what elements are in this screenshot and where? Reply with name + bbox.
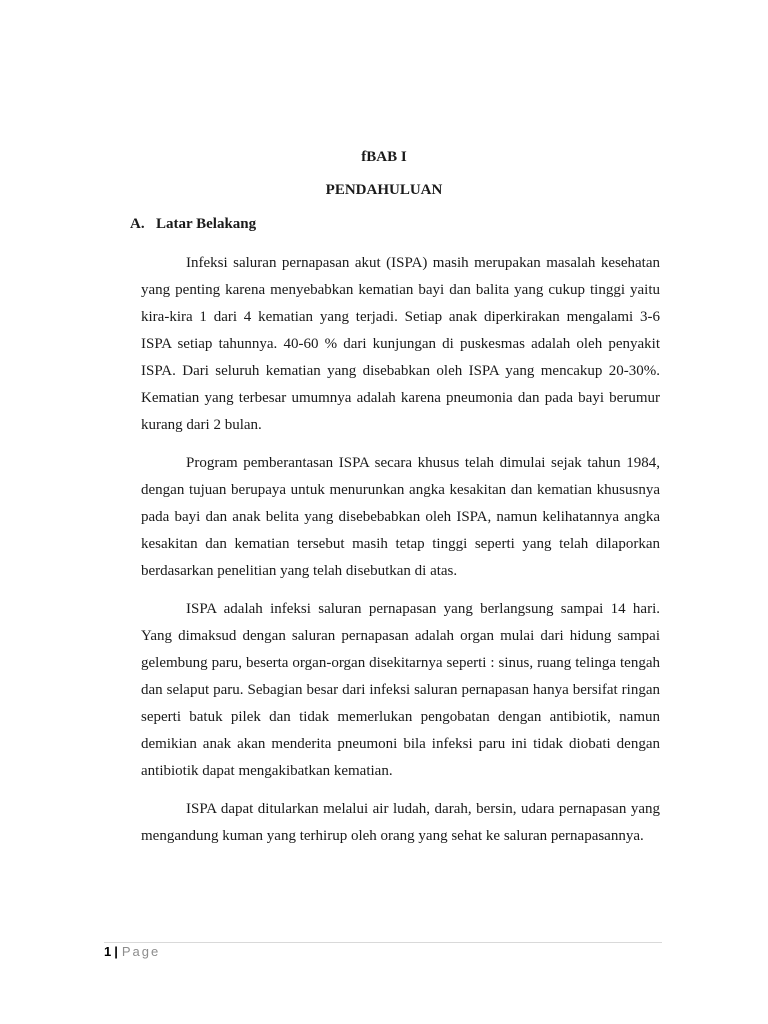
footer-divider — [104, 942, 662, 943]
chapter-title: PENDAHULUAN — [325, 182, 443, 198]
page-number: 1 — [104, 944, 112, 959]
paragraph-4: ISPA dapat ditularkan melalui air ludah, darah, bersin, udara pernapasan yang mengandung kuman yang terhirup oleh orang yang sehat ke saluran pernapasannya. — [141, 801, 660, 844]
section-title: Latar Belakang — [156, 216, 257, 232]
page-footer — [104, 943, 160, 961]
page-label: Page — [121, 944, 161, 959]
section-heading — [130, 214, 256, 234]
section-letter: A. — [130, 216, 145, 232]
footer-separator: | — [114, 944, 118, 959]
paragraph-2: Program pemberantasan ISPA secara khusus telah dimulai sejak tahun 1984, dengan tujuan berupaya untuk menurunkan angka kesakitan dan kematian khususnya pada bayi dan anak belita yang disebebabkan oleh ISPA, namun kelihatannya angka kesakitan dan kematian tersebut masih tetap tinggi seperti yang telah dilaporkan berdasarkan penelitian yang telah disebutkan di atas. — [141, 455, 660, 579]
paragraph-3: ISPA adalah infeksi saluran pernapasan yang berlangsung sampai 14 hari. Yang dimaksud dengan saluran pernapasan adalah organ mulai dari hidung sampai gelembung paru, beserta organ-organ disekitarnya seperti : sinus, ruang telinga tengah dan selaput paru. Sebagian besar dari infeksi saluran pernapasan hanya bersifat ringan seperti batuk pilek dan tidak memerlukan pengobatan dengan antibiotik, namun demikian anak akan menderita pneumoni bila infeksi paru ini tidak diobati dengan antibiotik dapat mengakibatkan kematian. — [141, 601, 660, 779]
chapter-number: fBAB I — [361, 149, 407, 165]
paragraph-1: Infeksi saluran pernapasan akut (ISPA) masih merupakan masalah kesehatan yang penting karena menyebabkan kematian bayi dan balita yang cukup tinggi yaitu kira-kira 1 dari 4 kematian yang terjadi. Setiap anak diperkirakan mengalami 3-6 ISPA setiap tahunnya. 40-60 % dari kunjungan di puskesmas adalah oleh penyakit ISPA. Dari seluruh kematian yang disebabkan oleh ISPA yang mencakup 20-30%. Kematian yang terbesar umumnya adalah karena pneumonia dan pada bayi berumur kurang dari 2 bulan. — [141, 255, 660, 433]
